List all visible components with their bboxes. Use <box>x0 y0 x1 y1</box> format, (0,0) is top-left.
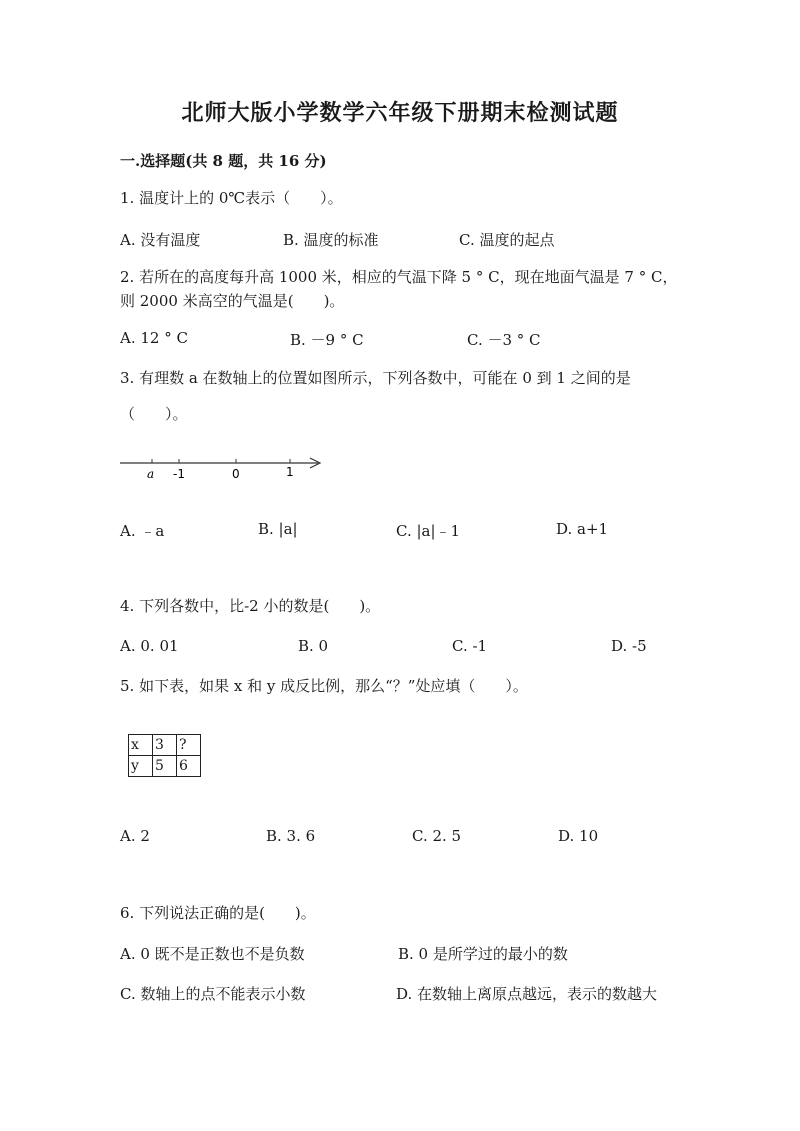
q3-option-a: A. ﹣a <box>120 522 165 540</box>
table-cell: 3 <box>153 735 177 756</box>
q4-option-b: B. 0 <box>298 637 329 655</box>
label-a: a <box>147 467 155 481</box>
q5-option-d: D. 10 <box>558 827 599 845</box>
xy-table <box>128 734 201 777</box>
q5-option-c: C. 2. 5 <box>412 827 462 845</box>
question-3-line1: 3. 有理数 a 在数轴上的位置如图所示，下列各数中，可能在 0 到 1 之间的是 <box>120 369 631 387</box>
table-cell: 6 <box>177 756 201 777</box>
table-cell: 5 <box>153 756 177 777</box>
page-title: 北师大版小学数学六年级下册期末检测试题 <box>181 100 619 126</box>
table-cell: y <box>129 756 153 777</box>
q1-option-a: A. 没有温度 <box>120 231 201 249</box>
label-0: 0 <box>232 467 240 481</box>
q2-option-c: C. －3 ° C <box>467 331 541 349</box>
question-1-text: 1. 温度计上的 0℃表示（ ）。 <box>120 189 343 207</box>
q6-option-c: C. 数轴上的点不能表示小数 <box>120 985 306 1003</box>
q1-option-b: B. 温度的标准 <box>283 231 379 249</box>
section-heading: 一.选择题(共 8 题，共 16 分) <box>120 152 327 170</box>
number-line <box>118 448 328 488</box>
q6-option-d: D. 在数轴上离原点越远，表示的数越大 <box>396 985 658 1003</box>
label-minus-1: -1 <box>173 467 185 481</box>
q6-option-b: B. 0 是所学过的最小的数 <box>398 945 568 963</box>
table-cell: x <box>129 735 153 756</box>
label-1: 1 <box>286 465 294 479</box>
question-5-text: 5. 如下表，如果 x 和 y 成反比例，那么“？”处应填（ ）。 <box>120 677 528 695</box>
q2-option-b: B. －9 ° C <box>290 331 364 349</box>
q3-option-c: C. |a|﹣1 <box>396 522 461 540</box>
table-cell: ? <box>177 735 201 756</box>
q1-option-c: C. 温度的起点 <box>459 231 555 249</box>
question-3-line2: （ ）。 <box>120 405 188 423</box>
question-2-text: 2. 若所在的高度每升高 1000 米，相应的气温下降 5 ° C，现在地面气温是 7 ° C，则 2000 米高空的气温是( )。 <box>120 268 678 310</box>
table-row <box>129 735 201 756</box>
q6-option-a: A. 0 既不是正数也不是负数 <box>120 945 305 963</box>
q3-option-d: D. a+1 <box>556 520 609 538</box>
q5-option-a: A. 2 <box>120 827 150 845</box>
q3-option-b: B. |a| <box>258 520 298 538</box>
q4-option-a: A. 0. 01 <box>120 637 179 655</box>
q5-option-b: B. 3. 6 <box>266 827 316 845</box>
question-4-text: 4. 下列各数中，比-2 小的数是( )。 <box>120 597 381 615</box>
q4-option-d: D. -5 <box>611 637 647 655</box>
table-row <box>129 756 201 777</box>
q2-option-a: A. 12 ° C <box>120 329 188 347</box>
q4-option-c: C. -1 <box>452 637 488 655</box>
question-6-text: 6. 下列说法正确的是( )。 <box>120 904 316 922</box>
